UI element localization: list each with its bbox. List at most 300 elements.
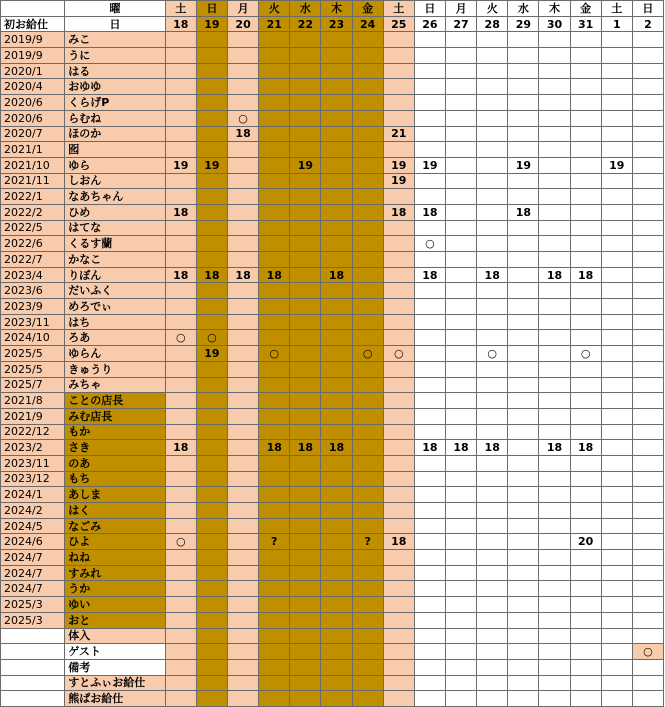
shift-cell[interactable] [321, 110, 352, 126]
shift-cell[interactable] [228, 157, 259, 173]
shift-cell[interactable] [539, 95, 570, 111]
shift-cell[interactable] [352, 675, 383, 691]
shift-cell[interactable] [321, 581, 352, 597]
shift-cell[interactable] [321, 63, 352, 79]
first-serve-date-cell[interactable]: 2024/2 [1, 503, 65, 519]
shift-cell[interactable] [228, 408, 259, 424]
shift-cell[interactable] [414, 299, 445, 315]
shift-cell[interactable] [446, 142, 477, 158]
staff-name-cell[interactable]: はち [65, 314, 165, 330]
shift-cell[interactable] [321, 628, 352, 644]
shift-cell[interactable] [601, 110, 632, 126]
shift-cell[interactable] [352, 377, 383, 393]
shift-cell[interactable] [259, 518, 290, 534]
shift-cell[interactable] [196, 95, 227, 111]
shift-cell[interactable] [414, 361, 445, 377]
shift-cell[interactable] [414, 173, 445, 189]
shift-cell[interactable] [477, 189, 508, 205]
shift-cell[interactable] [259, 79, 290, 95]
shift-cell[interactable] [414, 63, 445, 79]
shift-cell[interactable] [196, 393, 227, 409]
shift-cell[interactable] [259, 550, 290, 566]
shift-cell[interactable] [196, 204, 227, 220]
shift-cell[interactable] [508, 220, 539, 236]
shift-cell[interactable] [570, 32, 601, 48]
shift-cell[interactable] [632, 95, 663, 111]
shift-cell[interactable] [321, 518, 352, 534]
shift-cell[interactable] [290, 550, 321, 566]
shift-cell[interactable] [196, 283, 227, 299]
first-serve-date-cell[interactable]: 2024/7 [1, 550, 65, 566]
shift-cell[interactable]: 18 [477, 267, 508, 283]
weekday-header-cell[interactable]: 水 [508, 1, 539, 17]
shift-cell[interactable] [196, 408, 227, 424]
shift-cell[interactable] [539, 346, 570, 362]
shift-cell[interactable] [352, 63, 383, 79]
shift-cell[interactable] [477, 314, 508, 330]
shift-cell[interactable] [196, 455, 227, 471]
shift-cell[interactable] [165, 283, 196, 299]
shift-cell[interactable] [539, 644, 570, 660]
shift-cell[interactable] [290, 189, 321, 205]
shift-cell[interactable] [321, 95, 352, 111]
shift-cell[interactable] [477, 503, 508, 519]
weekday-header-cell[interactable]: 水 [290, 1, 321, 17]
shift-cell[interactable] [539, 126, 570, 142]
staff-name-cell[interactable]: らむね [65, 110, 165, 126]
shift-cell[interactable] [570, 173, 601, 189]
first-serve-date-cell[interactable]: 2024/5 [1, 518, 65, 534]
shift-cell[interactable] [539, 189, 570, 205]
shift-cell[interactable] [632, 503, 663, 519]
shift-cell[interactable] [383, 393, 414, 409]
shift-cell[interactable] [290, 236, 321, 252]
first-serve-date-cell[interactable]: 2020/6 [1, 110, 65, 126]
shift-cell[interactable] [165, 142, 196, 158]
shift-cell[interactable] [165, 691, 196, 707]
first-serve-date-cell[interactable]: 2025/5 [1, 361, 65, 377]
first-serve-date-cell[interactable]: 2021/10 [1, 157, 65, 173]
shift-cell[interactable] [228, 675, 259, 691]
shift-cell[interactable] [570, 597, 601, 613]
shift-cell[interactable] [632, 659, 663, 675]
shift-cell[interactable]: 18 [508, 204, 539, 220]
shift-cell[interactable] [228, 424, 259, 440]
shift-cell[interactable] [446, 691, 477, 707]
shift-cell[interactable]: 18 [570, 267, 601, 283]
shift-cell[interactable] [321, 612, 352, 628]
shift-cell[interactable] [352, 236, 383, 252]
shift-cell[interactable] [477, 550, 508, 566]
shift-cell[interactable] [165, 236, 196, 252]
shift-cell[interactable] [228, 361, 259, 377]
shift-cell[interactable] [601, 455, 632, 471]
shift-cell[interactable] [570, 110, 601, 126]
shift-cell[interactable] [632, 550, 663, 566]
shift-cell[interactable] [196, 550, 227, 566]
shift-cell[interactable] [632, 487, 663, 503]
shift-cell[interactable] [196, 314, 227, 330]
shift-cell[interactable] [477, 173, 508, 189]
shift-cell[interactable] [508, 534, 539, 550]
shift-cell[interactable] [352, 659, 383, 675]
day-header-cell[interactable]: 26 [414, 16, 445, 32]
shift-cell[interactable] [446, 252, 477, 268]
shift-cell[interactable] [290, 299, 321, 315]
shift-cell[interactable] [508, 95, 539, 111]
shift-cell[interactable] [196, 518, 227, 534]
shift-cell[interactable]: ○ [477, 346, 508, 362]
shift-cell[interactable] [477, 157, 508, 173]
first-serve-date-cell[interactable]: 2025/7 [1, 377, 65, 393]
shift-cell[interactable] [632, 79, 663, 95]
shift-cell[interactable] [508, 440, 539, 456]
shift-cell[interactable]: 18 [539, 267, 570, 283]
shift-cell[interactable] [601, 612, 632, 628]
shift-cell[interactable] [477, 675, 508, 691]
first-serve-date-cell[interactable]: 2023/6 [1, 283, 65, 299]
shift-cell[interactable]: 18 [414, 204, 445, 220]
shift-cell[interactable] [539, 330, 570, 346]
shift-cell[interactable] [601, 330, 632, 346]
shift-cell[interactable] [196, 503, 227, 519]
shift-cell[interactable] [196, 32, 227, 48]
shift-cell[interactable] [414, 126, 445, 142]
staff-name-cell[interactable]: しおん [65, 173, 165, 189]
shift-cell[interactable] [601, 691, 632, 707]
first-serve-date-cell[interactable]: 2022/7 [1, 252, 65, 268]
shift-cell[interactable] [383, 518, 414, 534]
shift-cell[interactable] [196, 173, 227, 189]
staff-name-cell[interactable]: はてな [65, 220, 165, 236]
shift-cell[interactable]: 19 [290, 157, 321, 173]
shift-cell[interactable] [539, 534, 570, 550]
shift-cell[interactable]: 18 [414, 440, 445, 456]
shift-cell[interactable] [632, 424, 663, 440]
shift-cell[interactable] [383, 267, 414, 283]
shift-cell[interactable] [570, 612, 601, 628]
weekday-header-cell[interactable]: 日 [632, 1, 663, 17]
staff-name-cell[interactable]: きゅうり [65, 361, 165, 377]
shift-cell[interactable] [601, 95, 632, 111]
staff-name-cell[interactable]: 熊ぱお給仕 [65, 691, 165, 707]
shift-cell[interactable] [539, 597, 570, 613]
shift-cell[interactable] [477, 95, 508, 111]
shift-cell[interactable] [414, 644, 445, 660]
staff-name-cell[interactable]: もち [65, 471, 165, 487]
shift-cell[interactable] [446, 644, 477, 660]
shift-cell[interactable] [508, 675, 539, 691]
staff-name-cell[interactable]: うに [65, 48, 165, 64]
shift-cell[interactable] [259, 503, 290, 519]
shift-cell[interactable] [383, 110, 414, 126]
shift-cell[interactable] [196, 377, 227, 393]
shift-cell[interactable] [383, 691, 414, 707]
shift-cell[interactable] [570, 157, 601, 173]
shift-cell[interactable] [165, 393, 196, 409]
shift-cell[interactable] [601, 440, 632, 456]
shift-cell[interactable]: 18 [259, 267, 290, 283]
weekday-header-cell[interactable]: 金 [352, 1, 383, 17]
first-serve-date-cell[interactable]: 2021/8 [1, 393, 65, 409]
shift-cell[interactable] [508, 565, 539, 581]
shift-cell[interactable] [196, 110, 227, 126]
shift-cell[interactable] [539, 471, 570, 487]
shift-cell[interactable] [290, 644, 321, 660]
shift-cell[interactable] [196, 644, 227, 660]
weekday-header-cell[interactable]: 土 [165, 1, 196, 17]
shift-cell[interactable] [539, 550, 570, 566]
shift-cell[interactable]: 19 [196, 346, 227, 362]
shift-cell[interactable] [228, 487, 259, 503]
shift-cell[interactable] [601, 314, 632, 330]
shift-cell[interactable] [446, 299, 477, 315]
shift-cell[interactable] [259, 283, 290, 299]
shift-cell[interactable] [570, 424, 601, 440]
shift-cell[interactable] [414, 330, 445, 346]
shift-cell[interactable] [383, 455, 414, 471]
shift-cell[interactable] [570, 314, 601, 330]
shift-cell[interactable] [259, 612, 290, 628]
shift-cell[interactable] [446, 675, 477, 691]
shift-cell[interactable] [321, 550, 352, 566]
shift-cell[interactable] [321, 157, 352, 173]
shift-cell[interactable] [196, 471, 227, 487]
shift-cell[interactable] [259, 63, 290, 79]
shift-cell[interactable] [477, 424, 508, 440]
shift-cell[interactable] [570, 659, 601, 675]
shift-cell[interactable] [290, 518, 321, 534]
shift-cell[interactable] [570, 236, 601, 252]
day-label[interactable]: 日 [65, 16, 165, 32]
shift-cell[interactable] [228, 377, 259, 393]
day-header-cell[interactable]: 18 [165, 16, 196, 32]
shift-cell[interactable] [446, 518, 477, 534]
shift-cell[interactable] [570, 204, 601, 220]
staff-name-cell[interactable]: おと [65, 612, 165, 628]
first-serve-date-cell[interactable]: 2019/9 [1, 48, 65, 64]
staff-name-cell[interactable]: すみれ [65, 565, 165, 581]
shift-cell[interactable] [228, 565, 259, 581]
shift-cell[interactable] [446, 157, 477, 173]
shift-cell[interactable] [508, 628, 539, 644]
shift-cell[interactable] [352, 424, 383, 440]
shift-cell[interactable] [352, 220, 383, 236]
shift-cell[interactable] [446, 95, 477, 111]
weekday-header-cell[interactable]: 土 [601, 1, 632, 17]
first-serve-date-cell[interactable]: 2021/9 [1, 408, 65, 424]
shift-cell[interactable] [539, 612, 570, 628]
shift-cell[interactable] [414, 314, 445, 330]
shift-cell[interactable]: ○ [196, 330, 227, 346]
shift-cell[interactable] [383, 236, 414, 252]
shift-cell[interactable] [165, 126, 196, 142]
staff-name-cell[interactable]: ひめ [65, 204, 165, 220]
first-serve-date-cell[interactable]: 2023/4 [1, 267, 65, 283]
staff-name-cell[interactable]: うか [65, 581, 165, 597]
shift-cell[interactable] [632, 361, 663, 377]
day-header-cell[interactable]: 30 [539, 16, 570, 32]
shift-cell[interactable] [383, 79, 414, 95]
shift-cell[interactable] [290, 471, 321, 487]
shift-cell[interactable] [414, 48, 445, 64]
shift-cell[interactable] [259, 361, 290, 377]
shift-cell[interactable] [165, 314, 196, 330]
shift-cell[interactable] [352, 503, 383, 519]
shift-cell[interactable] [570, 126, 601, 142]
shift-cell[interactable] [477, 283, 508, 299]
shift-cell[interactable] [601, 236, 632, 252]
shift-cell[interactable] [570, 644, 601, 660]
shift-cell[interactable] [601, 361, 632, 377]
first-serve-date-cell[interactable] [1, 644, 65, 660]
shift-cell[interactable] [259, 220, 290, 236]
shift-cell[interactable]: 18 [165, 267, 196, 283]
shift-cell[interactable] [321, 565, 352, 581]
shift-cell[interactable] [446, 361, 477, 377]
shift-cell[interactable]: ○ [259, 346, 290, 362]
shift-cell[interactable] [290, 691, 321, 707]
shift-cell[interactable] [446, 189, 477, 205]
shift-cell[interactable] [259, 455, 290, 471]
shift-cell[interactable] [352, 142, 383, 158]
shift-cell[interactable] [508, 377, 539, 393]
shift-cell[interactable] [196, 659, 227, 675]
shift-cell[interactable] [165, 63, 196, 79]
shift-cell[interactable] [290, 565, 321, 581]
shift-cell[interactable] [383, 659, 414, 675]
weekday-header-cell[interactable]: 日 [196, 1, 227, 17]
shift-cell[interactable] [290, 408, 321, 424]
shift-cell[interactable] [321, 408, 352, 424]
shift-cell[interactable] [632, 236, 663, 252]
shift-cell[interactable]: ○ [632, 644, 663, 660]
shift-cell[interactable] [446, 534, 477, 550]
day-header-cell[interactable]: 25 [383, 16, 414, 32]
shift-cell[interactable] [570, 220, 601, 236]
shift-cell[interactable] [290, 393, 321, 409]
shift-cell[interactable] [321, 361, 352, 377]
shift-cell[interactable]: ○ [228, 110, 259, 126]
first-serve-date-cell[interactable]: 2024/1 [1, 487, 65, 503]
shift-cell[interactable] [446, 204, 477, 220]
shift-cell[interactable] [632, 142, 663, 158]
shift-cell[interactable]: ? [259, 534, 290, 550]
shift-cell[interactable] [352, 440, 383, 456]
shift-cell[interactable] [196, 628, 227, 644]
shift-cell[interactable] [477, 252, 508, 268]
shift-cell[interactable] [196, 612, 227, 628]
shift-cell[interactable]: 19 [196, 157, 227, 173]
shift-cell[interactable]: 18 [321, 440, 352, 456]
shift-cell[interactable] [228, 63, 259, 79]
shift-cell[interactable] [196, 675, 227, 691]
shift-cell[interactable] [352, 628, 383, 644]
shift-cell[interactable] [446, 48, 477, 64]
shift-cell[interactable]: 18 [446, 440, 477, 456]
staff-name-cell[interactable]: かなこ [65, 252, 165, 268]
shift-cell[interactable] [321, 299, 352, 315]
shift-cell[interactable] [352, 110, 383, 126]
shift-cell[interactable] [259, 157, 290, 173]
shift-cell[interactable] [477, 565, 508, 581]
shift-cell[interactable] [165, 252, 196, 268]
day-header-cell[interactable]: 21 [259, 16, 290, 32]
shift-cell[interactable] [601, 487, 632, 503]
shift-cell[interactable] [352, 157, 383, 173]
shift-cell[interactable] [259, 126, 290, 142]
shift-cell[interactable] [414, 518, 445, 534]
first-serve-date-cell[interactable]: 2025/3 [1, 597, 65, 613]
shift-cell[interactable] [165, 565, 196, 581]
shift-cell[interactable] [508, 659, 539, 675]
shift-cell[interactable] [228, 79, 259, 95]
shift-cell[interactable] [539, 393, 570, 409]
shift-cell[interactable] [477, 518, 508, 534]
shift-cell[interactable] [259, 408, 290, 424]
shift-cell[interactable] [259, 32, 290, 48]
shift-cell[interactable] [570, 252, 601, 268]
shift-cell[interactable] [290, 48, 321, 64]
shift-cell[interactable] [383, 581, 414, 597]
shift-cell[interactable] [632, 267, 663, 283]
shift-cell[interactable] [632, 204, 663, 220]
shift-cell[interactable]: ○ [352, 346, 383, 362]
shift-cell[interactable] [290, 63, 321, 79]
shift-cell[interactable] [570, 299, 601, 315]
first-serve-date-cell[interactable]: 2022/2 [1, 204, 65, 220]
shift-cell[interactable] [632, 189, 663, 205]
shift-cell[interactable] [570, 691, 601, 707]
shift-cell[interactable] [446, 173, 477, 189]
shift-cell[interactable] [601, 48, 632, 64]
shift-cell[interactable] [570, 48, 601, 64]
shift-cell[interactable] [165, 299, 196, 315]
shift-cell[interactable] [383, 628, 414, 644]
shift-cell[interactable] [259, 330, 290, 346]
shift-cell[interactable] [539, 377, 570, 393]
staff-name-cell[interactable]: ゲスト [65, 644, 165, 660]
weekday-label[interactable]: 曜 [65, 1, 165, 17]
shift-cell[interactable] [165, 346, 196, 362]
shift-cell[interactable] [259, 424, 290, 440]
shift-cell[interactable] [632, 440, 663, 456]
staff-name-cell[interactable]: はる [65, 63, 165, 79]
shift-cell[interactable] [446, 550, 477, 566]
shift-cell[interactable] [165, 95, 196, 111]
shift-cell[interactable] [570, 550, 601, 566]
shift-cell[interactable] [290, 597, 321, 613]
shift-cell[interactable] [383, 565, 414, 581]
shift-cell[interactable] [632, 628, 663, 644]
shift-cell[interactable] [570, 63, 601, 79]
shift-cell[interactable] [228, 330, 259, 346]
staff-name-cell[interactable]: ゆら [65, 157, 165, 173]
shift-cell[interactable] [446, 79, 477, 95]
shift-cell[interactable] [196, 299, 227, 315]
shift-cell[interactable] [321, 691, 352, 707]
shift-cell[interactable] [290, 675, 321, 691]
shift-cell[interactable] [196, 691, 227, 707]
shift-cell[interactable] [165, 471, 196, 487]
shift-cell[interactable] [539, 581, 570, 597]
shift-cell[interactable] [570, 377, 601, 393]
shift-cell[interactable] [414, 424, 445, 440]
staff-name-cell[interactable]: みちゃ [65, 377, 165, 393]
staff-name-cell[interactable]: くるす蘭 [65, 236, 165, 252]
shift-cell[interactable] [601, 628, 632, 644]
shift-cell[interactable] [446, 628, 477, 644]
